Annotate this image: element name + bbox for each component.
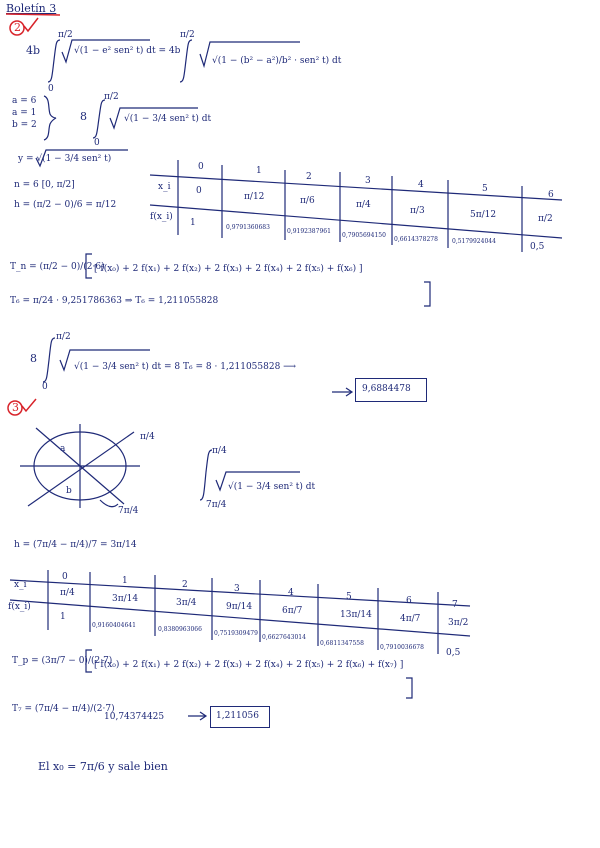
t2-f-2: 0,8380963066: [158, 626, 202, 633]
eq3-upper: π/2: [56, 332, 71, 342]
eq1-upper: π/2: [58, 30, 73, 40]
integral-sign-2: [180, 40, 192, 82]
t1-f-1: 0,9791360683: [226, 224, 270, 231]
table1-line-top: [150, 175, 562, 200]
eq3-coef: 8: [30, 352, 37, 365]
p3-integrand: √(1 − 3/4 sen² t) dt: [228, 482, 316, 492]
t2-i-3: 3: [234, 584, 240, 594]
tp-formula: [ f(x₀) + 2 f(x₁) + 2 f(x₂) + 2 f(x₃) + 2 f(x₄) + 2 f(x₅) + 2 f(x₆) + f(x₇) ]: [94, 660, 404, 670]
diagram-arc: [100, 500, 118, 507]
diagram-label-7pi4: 7π/4: [118, 506, 139, 516]
t2-i-2: 2: [182, 580, 188, 590]
tn-bracket-right: [424, 282, 430, 306]
tn-definition: T_n = (π/2 − 0)/(2·6): [10, 262, 105, 272]
params-brace: [44, 96, 56, 140]
eq2-lower: 0: [94, 138, 100, 148]
result-box-1: [355, 378, 427, 402]
param-n: a = 6: [12, 96, 37, 106]
t2-x-label: x_i: [14, 580, 27, 590]
n-definition: n = 6 [0, π/2]: [14, 180, 75, 190]
result-box-2: [210, 706, 270, 728]
p3-h-definition: h = (7π/4 − π/4)/7 = 3π/14: [14, 540, 137, 550]
t1-i-2: 2: [306, 172, 312, 182]
tp-bracket-right: [406, 678, 412, 698]
t2-i-6: 6: [406, 596, 412, 606]
t1-i-0: 0: [198, 162, 204, 172]
eq1-upper-2: π/2: [180, 30, 195, 40]
t2-x-4: 6π/7: [282, 606, 303, 616]
eq3-lower: 0: [42, 382, 48, 392]
t1-f-4: 0,6614378278: [394, 236, 438, 243]
integral-sign-5: [200, 450, 212, 500]
tn-formula: [ f(x₀) + 2 f(x₁) + 2 f(x₂) + 2 f(x₃) + 2 f(x₄) + 2 f(x₅) + f(x₆) ]: [94, 264, 363, 274]
t2-f-6: 0,7910036678: [380, 644, 424, 651]
arrow-2: [188, 712, 206, 720]
eq2-coef: 8: [80, 110, 87, 123]
t1-f-3: 0,7905694150: [342, 232, 386, 239]
diagram-line-2: [28, 432, 134, 506]
title-underline: [6, 14, 60, 15]
param-b: b = 2: [12, 120, 37, 130]
problem2-check: [24, 18, 38, 31]
integral-sign-4: [43, 338, 55, 382]
t2-x-3: 9π/14: [226, 602, 253, 612]
t1-i-3: 3: [365, 176, 371, 186]
closing-note: El x₀ = 7π/6 y sale bien: [38, 760, 168, 773]
eq1-lower: 0: [48, 84, 54, 94]
t2-i-0: 0: [62, 572, 68, 582]
t2-i-4: 4: [288, 588, 294, 598]
problem3-check: [22, 399, 36, 411]
page-title: Boletín 3: [6, 2, 57, 15]
t1-i-6: 6: [548, 190, 554, 200]
t1-x-6: π/2: [538, 214, 553, 224]
t1-f-label: f(x_i): [150, 212, 173, 222]
diagram-label-pi4: π/4: [140, 432, 155, 442]
p3-upper: π/4: [212, 446, 227, 456]
t2-x-0: π/4: [60, 588, 75, 598]
t2-f-1: 0,9160404641: [92, 622, 136, 629]
t2-x-7: 3π/2: [448, 618, 469, 628]
t2-f-7: 0,5: [446, 648, 461, 658]
eq3-integrand: √(1 − 3/4 sen² t) dt = 8 T₆ = 8 · 1,211055828 ⟶: [74, 362, 297, 372]
eq1-prefix: 4b: [26, 44, 41, 57]
t1-f-5: 0,5179924044: [452, 238, 496, 245]
t7-definition: T₇ = (7π/4 − π/4)/(2·7): [12, 704, 115, 714]
t2-f-0: 1: [60, 612, 66, 622]
eq1-integrand-1: √(1 − e² sen² t) dt = 4b: [74, 46, 181, 56]
t2-x-5: 13π/14: [340, 610, 372, 620]
arrow-1: [332, 388, 352, 396]
t2-x-2: 3π/4: [176, 598, 197, 608]
t6-line: T₆ = π/24 · 9,251786363 ⇒ T₆ = 1,211055828: [10, 296, 219, 306]
problem3-number: 3: [12, 401, 19, 414]
t2-x-1: 3π/14: [112, 594, 139, 604]
t7-value: 10,74374425: [104, 712, 165, 722]
t1-x-3: π/4: [356, 200, 371, 210]
integral-sign-3: [93, 100, 105, 138]
t2-i-5: 5: [346, 592, 352, 602]
t1-x-4: π/3: [410, 206, 425, 216]
t2-i-7: 7: [452, 600, 458, 610]
t1-f-0: 1: [190, 218, 196, 228]
t2-i-1: 1: [122, 576, 128, 586]
t1-x-label: x_i: [158, 182, 171, 192]
h-definition: h = (π/2 − 0)/6 = π/12: [14, 200, 117, 210]
t2-f-4: 0,6627643014: [262, 634, 306, 641]
t2-x-6: 4π/7: [400, 614, 421, 624]
integral-sign-1: [48, 40, 60, 82]
eq1-integrand-2: √(1 − (b² − a²)/b² · sen² t) dt: [212, 56, 342, 66]
t1-i-1: 1: [256, 166, 262, 176]
t1-f-2: 0,9192387961: [287, 228, 331, 235]
p3-lower: 7π/4: [206, 500, 227, 510]
t1-x-5: 5π/12: [470, 210, 497, 220]
t1-i-4: 4: [418, 180, 424, 190]
problem2-number: 2: [14, 21, 21, 34]
t1-x-1: π/12: [244, 192, 265, 202]
t2-f-label: f(x_i): [8, 602, 31, 612]
y-definition: y = √(1 − 3/4 sen² t): [18, 154, 112, 164]
eq2-upper: π/2: [104, 92, 119, 102]
t1-x-0: 0: [196, 186, 202, 196]
eq2-integrand: √(1 − 3/4 sen² t) dt: [124, 114, 212, 124]
t1-x-2: π/6: [300, 196, 315, 206]
result-2: 1,211056: [216, 711, 259, 721]
tp-definition: T_p = (3π/7 − 0)/(2·7): [12, 656, 113, 666]
t2-f-3: 0,7519309479: [214, 630, 258, 637]
t2-f-5: 0,6811347558: [320, 640, 364, 647]
t1-i-5: 5: [482, 184, 488, 194]
diagram-label-b: b: [66, 486, 72, 496]
t1-f-6: 0,5: [530, 242, 545, 252]
param-a: a = 1: [12, 108, 37, 118]
diagram-label-a: a: [60, 444, 66, 454]
result-1: 9,6884478: [362, 384, 411, 394]
